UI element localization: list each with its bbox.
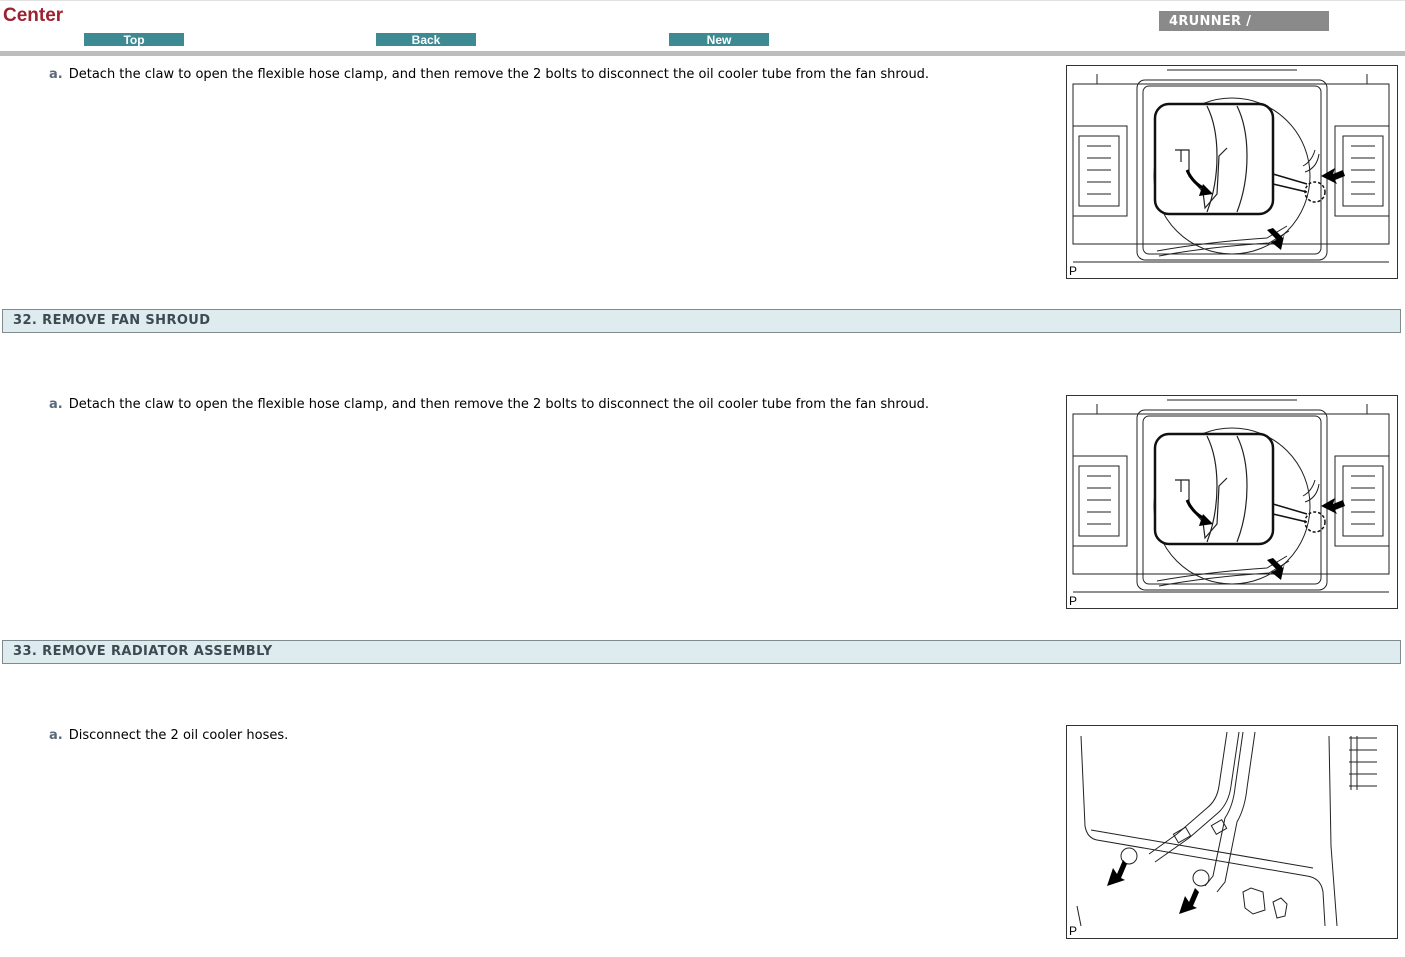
step-text: Disconnect the 2 oil cooler hoses. xyxy=(68,728,289,743)
fan-shroud-illustration xyxy=(1066,65,1398,279)
step-letter: a. xyxy=(49,67,63,82)
section-title: 33. REMOVE RADIATOR ASSEMBLY xyxy=(13,644,273,659)
top-border xyxy=(0,0,1405,1)
step-item xyxy=(49,728,288,744)
section-header-remove-fan-shroud xyxy=(2,309,1401,333)
section-title: 32. REMOVE FAN SHROUD xyxy=(13,313,211,328)
site-title: Center xyxy=(3,5,64,26)
figure-tag: P xyxy=(1069,264,1078,278)
top-button[interactable]: Top xyxy=(84,33,184,46)
section-header-remove-radiator-assembly xyxy=(2,640,1401,664)
fan-shroud-drawing xyxy=(1067,66,1397,278)
radiator-hose-illustration xyxy=(1066,725,1398,939)
fan-shroud-illustration xyxy=(1066,395,1398,609)
new-button[interactable]: New xyxy=(669,33,769,46)
step-item xyxy=(49,67,929,83)
fan-shroud-drawing xyxy=(1067,396,1397,608)
figure-tag: P xyxy=(1069,924,1078,938)
model-label: 4RUNNER / xyxy=(1159,11,1329,31)
back-button[interactable]: Back xyxy=(376,33,476,46)
step-text: Detach the claw to open the flexible hose clamp, and then remove the 2 bolts to disconnect the oil cooler tube from the fan shroud. xyxy=(68,397,930,412)
figure-tag: P xyxy=(1069,594,1078,608)
radiator-drawing xyxy=(1067,726,1397,938)
step-text: Detach the claw to open the flexible hose clamp, and then remove the 2 bolts to disconnect the oil cooler tube from the fan shroud. xyxy=(68,67,930,82)
step-item xyxy=(49,397,929,413)
header-divider xyxy=(0,51,1405,56)
step-letter: a. xyxy=(49,397,63,412)
step-letter: a. xyxy=(49,728,63,743)
